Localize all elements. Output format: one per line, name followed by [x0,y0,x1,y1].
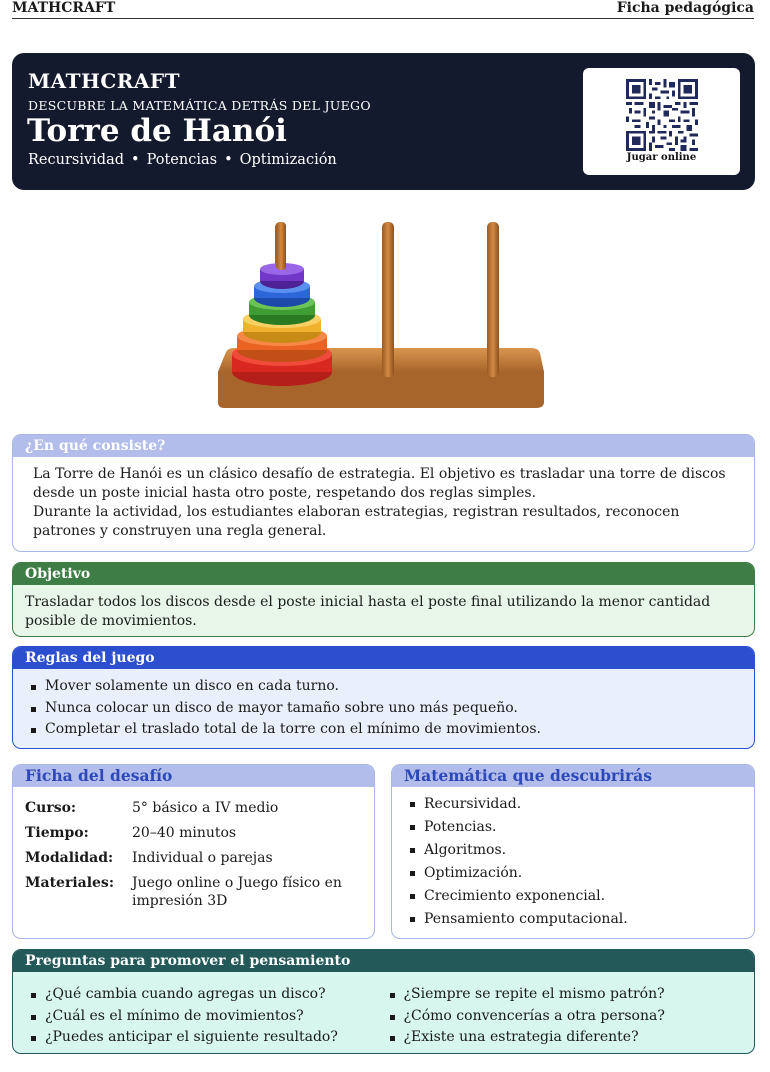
consiste-paragraph-1: La Torre de Hanói es un clásico desafío de estrategia. El objetivo es trasladar una torre de discos desde un poste inicial hasta otro poste, respetando dos reglas simples. [33,466,726,501]
fact-key: Materiales: [25,875,114,891]
list-item: Completar el traslado total de la torre con el mínimo de movimientos. [25,719,742,741]
topic-potencias: Potencias [146,152,218,168]
peg-right [487,222,499,377]
list-item: ¿Cuál es el mínimo de movimientos? [25,1006,384,1028]
qr-label: Jugar online [626,152,697,163]
list-item: Recursividad. [404,793,742,816]
fact-key: Modalidad: [25,850,114,866]
list-item: Crecimiento exponencial. [404,885,742,908]
list-item: Pensamiento computacional. [404,908,742,931]
ficha-heading: Ficha del desafío [13,765,374,787]
page-title: Torre de Hanói [27,113,287,149]
brand-name: MATHCRAFT [28,69,180,93]
consiste-heading: ¿En qué consiste? [13,435,754,457]
fact-value: 20–40 minutos [132,825,237,841]
matematica-heading: Matemática que descubrirás [392,765,754,787]
tagline: DESCUBRE LA MATEMÁTICA DETRÁS DEL JUEGO [28,98,371,113]
preguntas-heading: Preguntas para promover el pensamiento [13,950,754,972]
running-head-doc-type: Ficha pedagógica [616,0,754,16]
reglas-list [13,669,754,748]
running-head-brand: MATHCRAFT [12,0,116,16]
preguntas-list-left [25,984,384,1049]
fact-row [25,849,362,867]
reglas-heading: Reglas del juego [13,647,754,669]
topic-list [28,152,337,168]
bullet-separator: • [131,152,140,168]
ficha-section [12,764,375,939]
matematica-section [391,764,755,939]
tower-of-hanoi-illustration [214,212,546,410]
topic-recursividad: Recursividad [28,152,125,168]
reglas-section [12,646,755,749]
list-item: ¿Siempre se repite el mismo patrón? [384,984,743,1006]
preguntas-list-right [384,984,743,1049]
objetivo-section [12,562,755,637]
topic-optimizacion: Optimización [239,152,337,168]
disc-stack [232,222,332,386]
qr-code-icon[interactable] [625,79,699,151]
list-item: Algoritmos. [404,839,742,862]
fact-row [25,799,362,817]
fact-row [25,824,362,842]
list-item: ¿Existe una estrategia diferente? [384,1027,743,1049]
fact-key: Tiempo: [25,825,89,841]
list-item: ¿Puedes anticipar el siguiente resultado? [25,1027,384,1049]
qr-card[interactable] [583,68,740,175]
list-item: Nunca colocar un disco de mayor tamaño sobre uno más pequeño. [25,698,742,720]
peg-middle [382,222,394,377]
fact-key: Curso: [25,800,77,816]
preguntas-section [12,949,755,1054]
consiste-section [12,434,755,552]
bullet-separator: • [224,152,233,168]
running-head [12,0,754,19]
fact-value: Individual o parejas [132,850,273,866]
fact-value: 5° básico a IV medio [132,800,279,816]
consiste-paragraph-2: Durante la actividad, los estudiantes elaboran estrategias, registran resultados, reconocen patrones y construyen una regla general. [33,504,680,539]
objetivo-heading: Objetivo [13,563,754,585]
list-item: ¿Cómo convencerías a otra persona? [384,1006,743,1028]
fact-value: Juego online o Juego físico en impresión 3D [132,875,342,909]
matematica-list [392,787,754,937]
list-item: Potencias. [404,816,742,839]
header-banner [12,53,755,190]
objetivo-text: Trasladar todos los discos desde el poste inicial hasta el poste final utilizando la menor cantidad posible de movimientos. [25,594,711,629]
fact-row [25,874,362,910]
list-item: ¿Qué cambia cuando agregas un disco? [25,984,384,1006]
list-item: Mover solamente un disco en cada turno. [25,676,742,698]
list-item: Optimización. [404,862,742,885]
